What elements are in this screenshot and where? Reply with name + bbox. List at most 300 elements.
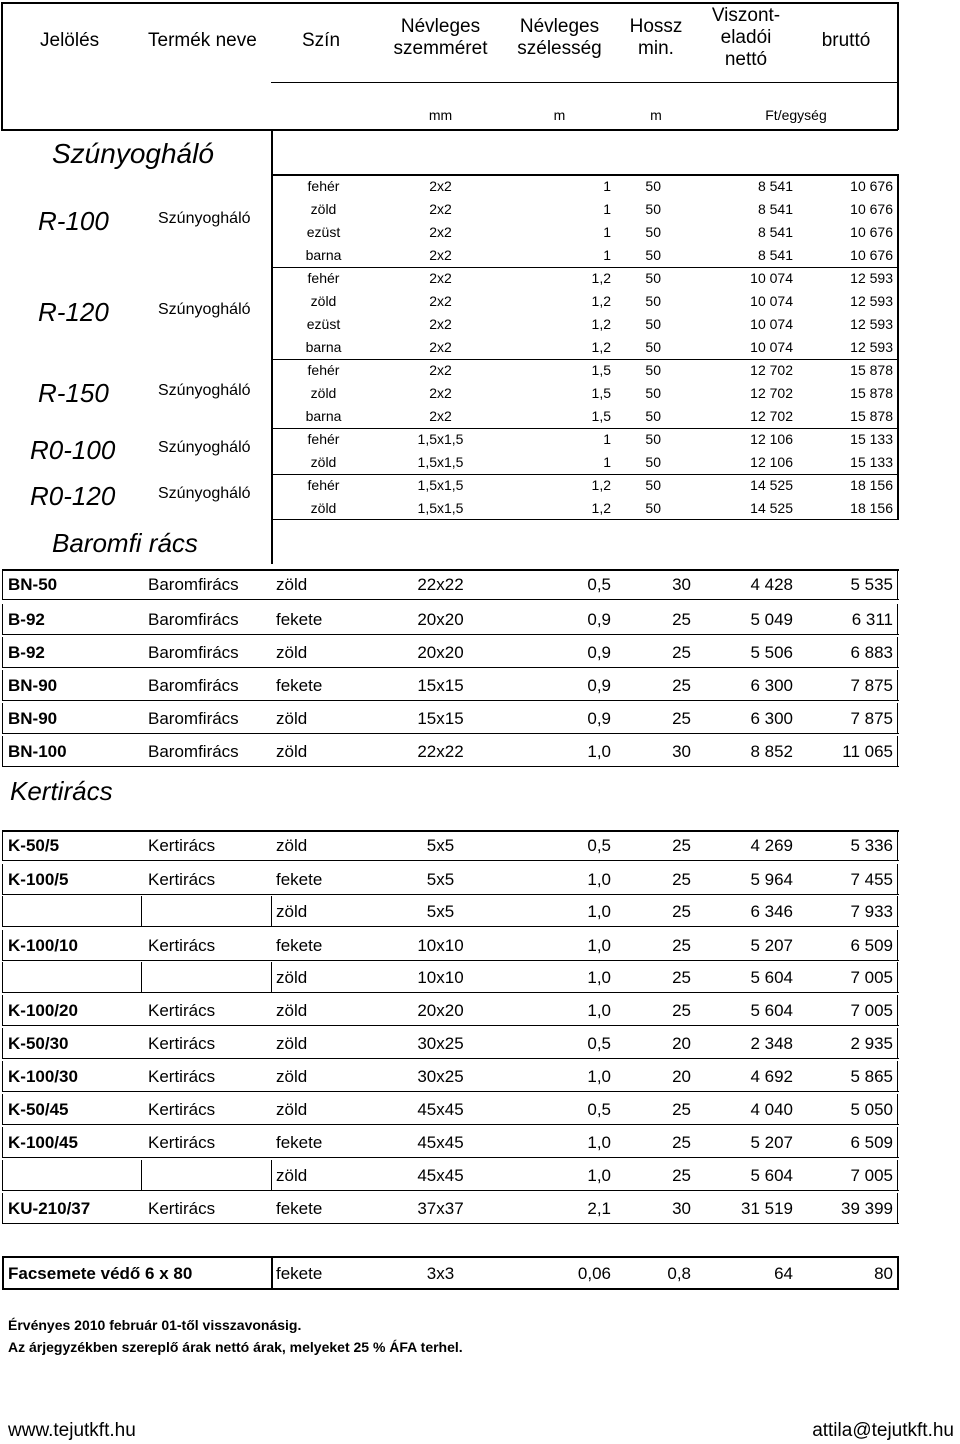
cell-length: 50 bbox=[645, 362, 661, 378]
cell-length: 50 bbox=[645, 431, 661, 447]
cell-net: 5 604 bbox=[750, 1166, 793, 1185]
cell-gross: 7 455 bbox=[850, 870, 893, 889]
cell-width: 1,2 bbox=[591, 477, 611, 493]
cell-gross: 11 065 bbox=[842, 742, 893, 761]
row-border bbox=[2, 1061, 3, 1091]
cell-mesh: 1,5x1,5 bbox=[417, 431, 464, 447]
cell-net: 12 106 bbox=[750, 431, 793, 447]
row-border bbox=[897, 962, 898, 992]
cell-gross: 7 005 bbox=[850, 968, 893, 987]
cell-net: 14 525 bbox=[750, 477, 793, 493]
cell-code: K-100/10 bbox=[8, 936, 78, 955]
cell-width: 1,0 bbox=[587, 968, 611, 987]
row-border bbox=[897, 1193, 898, 1223]
cell-length: 50 bbox=[645, 224, 661, 240]
row-border bbox=[2, 634, 899, 635]
cell-gross: 2 935 bbox=[850, 1034, 893, 1053]
cell-mesh: 5x5 bbox=[426, 870, 455, 889]
cell-net: 8 852 bbox=[750, 742, 793, 761]
cell-gross: 5 336 bbox=[850, 836, 893, 855]
row-border bbox=[271, 1160, 272, 1190]
cell-product: Kertirács bbox=[148, 1100, 216, 1119]
cell-mesh: 20x20 bbox=[417, 1001, 464, 1020]
cell-color: fekete bbox=[276, 936, 323, 955]
cell-gross: 6 883 bbox=[850, 643, 893, 662]
cell-width: 1,2 bbox=[591, 270, 611, 286]
validity-note: Érvényes 2010 február 01-től visszavonásig. bbox=[8, 1317, 302, 1333]
cell-gross: 12 593 bbox=[850, 316, 893, 332]
row-border bbox=[271, 962, 272, 992]
cell-gross: 15 878 bbox=[850, 385, 893, 401]
row-border bbox=[2, 667, 899, 668]
cell-color: zöld bbox=[276, 1034, 308, 1053]
cell-product: Kertirács bbox=[148, 1067, 216, 1086]
row-border bbox=[897, 670, 898, 700]
group-code: R0-120 bbox=[30, 481, 116, 511]
row-border bbox=[897, 569, 898, 599]
cell-length: 50 bbox=[645, 454, 661, 470]
cell-net: 4 692 bbox=[750, 1067, 793, 1086]
row-border bbox=[2, 992, 899, 993]
cell-gross: 7 875 bbox=[850, 709, 893, 728]
cell-code: B-92 bbox=[8, 643, 45, 662]
cell-width: 1,0 bbox=[587, 1133, 611, 1152]
unit-mm: mm bbox=[428, 107, 453, 123]
cell-code: BN-90 bbox=[8, 676, 58, 695]
row-border bbox=[2, 569, 899, 571]
row-border bbox=[2, 670, 3, 700]
cell-length: 25 bbox=[672, 968, 691, 987]
row-border bbox=[2, 569, 3, 599]
facsemete-width: 0,06 bbox=[577, 1264, 611, 1283]
cell-gross: 18 156 bbox=[850, 500, 893, 516]
row-border bbox=[2, 1094, 3, 1124]
cell-length: 50 bbox=[645, 385, 661, 401]
cell-gross: 15 133 bbox=[850, 431, 893, 447]
row-border bbox=[2, 1091, 899, 1092]
cell-width: 1,2 bbox=[591, 500, 611, 516]
row-border bbox=[897, 1028, 898, 1058]
cell-color: zöld bbox=[276, 1100, 308, 1119]
row-border bbox=[897, 703, 898, 733]
cell-length: 25 bbox=[672, 902, 691, 921]
cell-length: 25 bbox=[672, 610, 691, 629]
cell-mesh: 22x22 bbox=[417, 742, 464, 761]
cell-color: fekete bbox=[276, 870, 323, 889]
row-border bbox=[2, 860, 899, 861]
cell-product: Baromfirács bbox=[148, 610, 239, 629]
cell-code: K-100/20 bbox=[8, 1001, 78, 1020]
row-border bbox=[897, 830, 898, 860]
header-termek-neve: Termék neve bbox=[148, 30, 257, 51]
cell-mesh: 2x2 bbox=[429, 224, 452, 240]
cell-net: 6 300 bbox=[750, 709, 793, 728]
cell-length: 50 bbox=[645, 500, 661, 516]
row-border bbox=[2, 995, 3, 1025]
cell-product: Baromfirács bbox=[148, 575, 239, 594]
cell-product: Baromfirács bbox=[148, 742, 239, 761]
cell-net: 12 702 bbox=[750, 362, 793, 378]
cell-product: Kertirács bbox=[148, 836, 216, 855]
cell-mesh: 10x10 bbox=[417, 968, 464, 987]
cell-color: zöld bbox=[310, 454, 337, 470]
cell-code: K-100/45 bbox=[8, 1133, 78, 1152]
cell-code: K-50/45 bbox=[8, 1100, 69, 1119]
cell-gross: 18 156 bbox=[850, 477, 893, 493]
cell-gross: 39 399 bbox=[841, 1199, 893, 1218]
cell-length: 50 bbox=[645, 339, 661, 355]
facsemete-name: Facsemete védő 6 x 80 bbox=[8, 1264, 193, 1283]
cell-mesh: 22x22 bbox=[417, 575, 464, 594]
cell-width: 1 bbox=[603, 201, 611, 217]
cell-length: 25 bbox=[672, 1001, 691, 1020]
cell-product: Kertirács bbox=[148, 1001, 216, 1020]
cell-mesh: 2x2 bbox=[429, 201, 452, 217]
cell-color: ezüst bbox=[306, 224, 341, 240]
cell-net: 12 702 bbox=[750, 385, 793, 401]
row-border bbox=[2, 766, 899, 767]
row-border bbox=[897, 1127, 898, 1157]
row-border bbox=[2, 830, 3, 860]
row-border bbox=[271, 896, 272, 926]
header-hossz: Hossz min. bbox=[629, 16, 683, 59]
cell-mesh: 2x2 bbox=[429, 178, 452, 194]
cell-net: 2 348 bbox=[750, 1034, 793, 1053]
cell-mesh: 1,5x1,5 bbox=[417, 454, 464, 470]
facsemete-mesh: 3x3 bbox=[426, 1264, 455, 1283]
cell-width: 1,5 bbox=[591, 385, 611, 401]
group-code: R-100 bbox=[38, 206, 109, 236]
group-name: Szúnyogháló bbox=[158, 485, 251, 502]
cell-mesh: 45x45 bbox=[417, 1166, 464, 1185]
cell-color: zöld bbox=[276, 836, 308, 855]
cell-product: Kertirács bbox=[148, 1199, 216, 1218]
cell-gross: 10 676 bbox=[850, 224, 893, 240]
cell-width: 0,5 bbox=[587, 836, 611, 855]
cell-gross: 6 509 bbox=[850, 1133, 893, 1152]
row-border bbox=[141, 962, 142, 992]
facsemete-color: fekete bbox=[276, 1264, 323, 1283]
group-name: Szúnyogháló bbox=[158, 301, 251, 318]
cell-code: K-50/5 bbox=[8, 836, 60, 855]
cell-color: fehér bbox=[307, 270, 340, 286]
cell-net: 10 074 bbox=[750, 339, 793, 355]
unit-m-length: m bbox=[650, 107, 662, 123]
section-title-kertiracs: Kertirács bbox=[10, 776, 113, 806]
cell-width: 1,0 bbox=[587, 870, 611, 889]
cell-product: Kertirács bbox=[148, 1133, 216, 1152]
header-jeloles: Jelölés bbox=[40, 30, 100, 51]
cell-gross: 7 005 bbox=[850, 1166, 893, 1185]
row-border bbox=[897, 995, 898, 1025]
cell-gross: 6 311 bbox=[851, 610, 893, 629]
cell-product: Baromfirács bbox=[148, 676, 239, 695]
cell-mesh: 2x2 bbox=[429, 362, 452, 378]
cell-mesh: 20x20 bbox=[417, 643, 464, 662]
cell-gross: 5 050 bbox=[850, 1100, 893, 1119]
cell-length: 25 bbox=[672, 870, 691, 889]
cell-mesh: 1,5x1,5 bbox=[417, 500, 464, 516]
cell-code: B-92 bbox=[8, 610, 45, 629]
section-title-szunyoghalo: Szúnyogháló bbox=[52, 138, 214, 169]
cell-color: zöld bbox=[276, 902, 308, 921]
cell-color: zöld bbox=[310, 201, 337, 217]
row-border bbox=[2, 700, 899, 701]
cell-code: K-100/5 bbox=[8, 870, 69, 889]
cell-color: zöld bbox=[310, 293, 337, 309]
cell-color: zöld bbox=[276, 742, 308, 761]
row-border bbox=[2, 1223, 899, 1224]
cell-length: 25 bbox=[672, 936, 691, 955]
header-szin: Szín bbox=[302, 30, 341, 51]
cell-color: zöld bbox=[276, 1067, 308, 1086]
row-border bbox=[2, 830, 899, 832]
row-border bbox=[2, 637, 3, 667]
row-border bbox=[897, 604, 898, 634]
cell-color: fehér bbox=[307, 431, 340, 447]
cell-net: 10 074 bbox=[750, 270, 793, 286]
row-border bbox=[2, 1190, 899, 1191]
facsemete-net: 64 bbox=[774, 1264, 793, 1283]
cell-length: 25 bbox=[672, 709, 691, 728]
unit-m-width: m bbox=[553, 107, 566, 123]
cell-color: fehér bbox=[307, 362, 340, 378]
cell-mesh: 10x10 bbox=[417, 936, 464, 955]
row-border bbox=[897, 1094, 898, 1124]
section-title-baromfi: Baromfi rács bbox=[52, 528, 198, 558]
cell-gross: 15 878 bbox=[850, 408, 893, 424]
header-viszont-netto: Viszont- eladói nettó bbox=[711, 5, 781, 70]
row-border bbox=[2, 864, 3, 894]
cell-width: 1 bbox=[603, 247, 611, 263]
cell-code: BN-90 bbox=[8, 709, 58, 728]
cell-gross: 7 875 bbox=[850, 676, 893, 695]
cell-gross: 5 865 bbox=[850, 1067, 893, 1086]
cell-width: 1,5 bbox=[591, 362, 611, 378]
cell-mesh: 2x2 bbox=[429, 316, 452, 332]
cell-net: 8 541 bbox=[757, 178, 793, 194]
cell-width: 0,9 bbox=[587, 610, 611, 629]
cell-net: 4 428 bbox=[750, 575, 793, 594]
website-link[interactable]: www.tejutkft.hu bbox=[8, 1420, 136, 1441]
cell-length: 25 bbox=[672, 1166, 691, 1185]
row-border bbox=[2, 896, 3, 926]
cell-color: zöld bbox=[310, 385, 337, 401]
cell-color: barna bbox=[305, 408, 342, 424]
cell-net: 4 269 bbox=[750, 836, 793, 855]
row-border bbox=[2, 962, 3, 992]
cell-product: Kertirács bbox=[148, 1034, 216, 1053]
cell-color: zöld bbox=[310, 500, 337, 516]
cell-gross: 12 593 bbox=[850, 293, 893, 309]
row-border bbox=[2, 1127, 3, 1157]
cell-width: 1 bbox=[603, 431, 611, 447]
cell-width: 1,0 bbox=[587, 1001, 611, 1020]
row-border bbox=[2, 894, 899, 895]
cell-width: 1 bbox=[603, 454, 611, 470]
group-name: Szúnyogháló bbox=[158, 382, 251, 399]
cell-gross: 15 133 bbox=[850, 454, 893, 470]
cell-width: 1,0 bbox=[587, 936, 611, 955]
cell-net: 12 702 bbox=[750, 408, 793, 424]
cell-length: 25 bbox=[672, 1100, 691, 1119]
group-code: R0-100 bbox=[30, 435, 116, 465]
cell-mesh: 1,5x1,5 bbox=[417, 477, 464, 493]
cell-color: zöld bbox=[276, 643, 308, 662]
cell-gross: 12 593 bbox=[850, 270, 893, 286]
cell-mesh: 45x45 bbox=[417, 1133, 464, 1152]
cell-width: 1,2 bbox=[591, 339, 611, 355]
cell-length: 50 bbox=[645, 408, 661, 424]
header-szelesseg: Névleges szélesség bbox=[517, 16, 602, 59]
cell-net: 12 106 bbox=[750, 454, 793, 470]
row-border bbox=[2, 960, 899, 961]
cell-length: 50 bbox=[645, 293, 661, 309]
cell-product: Baromfirács bbox=[148, 643, 239, 662]
cell-length: 25 bbox=[672, 676, 691, 695]
cell-length: 30 bbox=[672, 575, 691, 594]
cell-color: zöld bbox=[276, 709, 308, 728]
cell-color: zöld bbox=[276, 575, 308, 594]
row-border bbox=[2, 1025, 899, 1026]
cell-width: 1,0 bbox=[587, 902, 611, 921]
cell-mesh: 2x2 bbox=[429, 408, 452, 424]
cell-gross: 5 535 bbox=[850, 575, 893, 594]
row-border bbox=[2, 599, 899, 600]
header-brutto: bruttó bbox=[821, 30, 871, 51]
cell-net: 4 040 bbox=[750, 1100, 793, 1119]
cell-code: BN-100 bbox=[8, 742, 67, 761]
cell-gross: 10 676 bbox=[850, 178, 893, 194]
cell-color: zöld bbox=[276, 1001, 308, 1020]
row-border bbox=[897, 637, 898, 667]
cell-net: 5 506 bbox=[750, 643, 793, 662]
row-border bbox=[2, 1124, 899, 1125]
cell-net: 5 207 bbox=[750, 1133, 793, 1152]
cell-gross: 15 878 bbox=[850, 362, 893, 378]
cell-width: 1,0 bbox=[587, 1166, 611, 1185]
cell-net: 5 049 bbox=[750, 610, 793, 629]
row-border bbox=[2, 703, 3, 733]
cell-gross: 6 509 bbox=[850, 936, 893, 955]
row-border bbox=[2, 1058, 899, 1059]
cell-length: 30 bbox=[672, 1199, 691, 1218]
cell-color: zöld bbox=[276, 968, 308, 987]
cell-width: 1 bbox=[603, 178, 611, 194]
cell-mesh: 5x5 bbox=[426, 902, 455, 921]
cell-gross: 12 593 bbox=[850, 339, 893, 355]
cell-color: ezüst bbox=[306, 316, 341, 332]
row-border bbox=[141, 1160, 142, 1190]
cell-net: 5 604 bbox=[750, 968, 793, 987]
row-border bbox=[897, 864, 898, 894]
cell-width: 1 bbox=[603, 224, 611, 240]
row-border bbox=[2, 1160, 3, 1190]
cell-mesh: 30x25 bbox=[417, 1034, 464, 1053]
cell-width: 0,9 bbox=[587, 709, 611, 728]
cell-mesh: 45x45 bbox=[417, 1100, 464, 1119]
cell-net: 6 300 bbox=[750, 676, 793, 695]
cell-net: 8 541 bbox=[757, 224, 793, 240]
cell-length: 50 bbox=[645, 316, 661, 332]
cell-product: Baromfirács bbox=[148, 709, 239, 728]
cell-width: 1,2 bbox=[591, 316, 611, 332]
row-border bbox=[897, 736, 898, 766]
cell-mesh: 2x2 bbox=[429, 339, 452, 355]
row-border bbox=[897, 1061, 898, 1091]
cell-color: zöld bbox=[276, 1166, 308, 1185]
cell-net: 5 604 bbox=[750, 1001, 793, 1020]
group-divider bbox=[271, 359, 898, 360]
row-border bbox=[2, 1193, 3, 1223]
cell-net: 8 541 bbox=[757, 201, 793, 217]
email-link[interactable]: attila@tejutkft.hu bbox=[812, 1420, 954, 1441]
cell-mesh: 2x2 bbox=[429, 247, 452, 263]
cell-length: 25 bbox=[672, 836, 691, 855]
cell-length: 50 bbox=[645, 477, 661, 493]
cell-width: 0,9 bbox=[587, 643, 611, 662]
cell-net: 5 207 bbox=[750, 936, 793, 955]
cell-gross: 10 676 bbox=[850, 201, 893, 217]
cell-width: 0,9 bbox=[587, 676, 611, 695]
cell-color: fekete bbox=[276, 1133, 323, 1152]
row-border bbox=[2, 1157, 899, 1158]
group-divider bbox=[271, 474, 898, 475]
cell-code: BN-50 bbox=[8, 575, 58, 594]
cell-code: K-50/30 bbox=[8, 1034, 69, 1053]
cell-color: barna bbox=[305, 247, 342, 263]
cell-length: 50 bbox=[645, 201, 661, 217]
row-border bbox=[2, 604, 3, 634]
unit-ft: Ft/egység bbox=[765, 107, 827, 123]
group-code: R-150 bbox=[38, 378, 109, 408]
cell-mesh: 5x5 bbox=[426, 836, 455, 855]
cell-width: 2,1 bbox=[587, 1199, 611, 1218]
cell-gross: 7 933 bbox=[850, 902, 893, 921]
cell-net: 5 964 bbox=[750, 870, 793, 889]
header-szemmeret: Névleges szemméret bbox=[393, 16, 488, 59]
group-divider bbox=[271, 267, 898, 268]
group-code: R-120 bbox=[38, 297, 109, 327]
row-border bbox=[2, 736, 3, 766]
cell-width: 0,5 bbox=[587, 1100, 611, 1119]
cell-width: 0,5 bbox=[587, 575, 611, 594]
cell-mesh: 2x2 bbox=[429, 385, 452, 401]
cell-mesh: 2x2 bbox=[429, 270, 452, 286]
cell-length: 25 bbox=[672, 643, 691, 662]
cell-width: 1,0 bbox=[587, 1067, 611, 1086]
cell-mesh: 2x2 bbox=[429, 293, 452, 309]
row-border bbox=[2, 930, 3, 960]
row-border bbox=[2, 733, 899, 734]
cell-net: 14 525 bbox=[750, 500, 793, 516]
cell-code: KU-210/37 bbox=[8, 1199, 91, 1218]
row-border bbox=[897, 896, 898, 926]
cell-color: fekete bbox=[276, 676, 323, 695]
cell-length: 25 bbox=[672, 1133, 691, 1152]
facsemete-length: 0,8 bbox=[667, 1264, 691, 1283]
cell-net: 10 074 bbox=[750, 316, 793, 332]
cell-length: 50 bbox=[645, 270, 661, 286]
row-border bbox=[2, 1028, 3, 1058]
cell-color: fekete bbox=[276, 610, 323, 629]
cell-gross: 7 005 bbox=[850, 1001, 893, 1020]
cell-product: Kertirács bbox=[148, 936, 216, 955]
cell-length: 30 bbox=[672, 742, 691, 761]
cell-mesh: 20x20 bbox=[417, 610, 464, 629]
cell-length: 20 bbox=[672, 1034, 691, 1053]
cell-width: 1,5 bbox=[591, 408, 611, 424]
